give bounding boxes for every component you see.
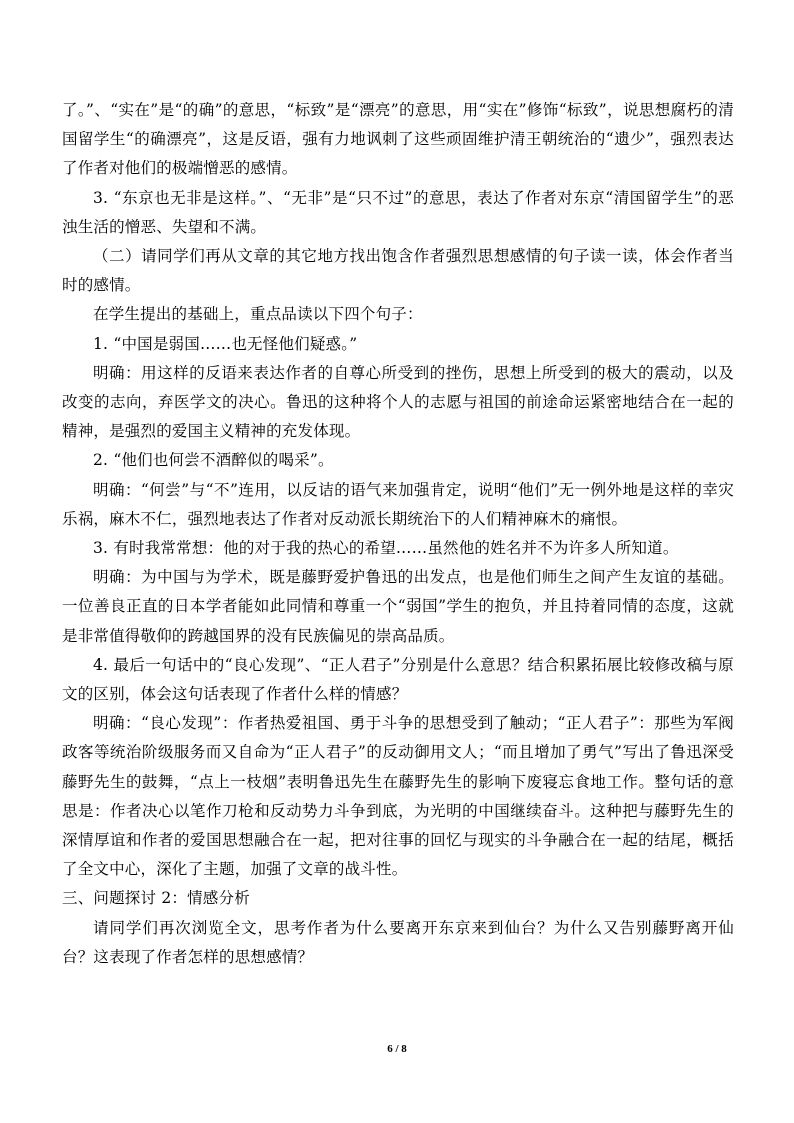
paragraph-answer-4: 明确：“良心发现”：作者热爱祖国、勇于斗争的思想受到了触动；“正人君子”：那些为军阀政客等统治阶级服务而又自命为“正人君子”的反动御用文人；“而且增加了勇气”写出了鲁迅深受藤野先生的鼓舞，“点上一枝烟”表明鲁迅先生在藤野先生的影响下废寝忘食地工作。整句话的意思是：作者决心以笔作刀枪和反动势力斗争到底，为光明的中国继续奋斗。这种把与藤野先生的深情厚谊和作者的爱国思想融合在一起，把对往事的回忆与现实的斗争融合在一起的结尾，概括了全文中心，深化了主题，加强了文章的战斗性。 [62,714,734,879]
paragraph-continuation: 了。”、“实在”是“的确”的意思，“标致”是“漂亮”的意思，用“实在”修饰“标致”，说思想腐朽的清国留学生“的确漂亮”，这是反语，强有力地讽刺了这些顽固维护清王朝统治的“遗少”，强烈表达了作者对他们的极端憎恶的感情。 [62,101,734,178]
paragraph-answer-2: 明确：“何尝”与“不”连用，以反诘的语气来加强肯定，说明“他们”无一例外地是这样的幸灾乐祸，麻木不仁，强烈地表达了作者对反动派长期统治下的人们精神麻木的痛恨。 [62,480,734,528]
paragraph-sentence-2: 2. “他们也何尝不酒醉似的喝采”。 [93,451,334,470]
paragraph-item-3-tokyo: 3. “东京也无非是这样。”、“无非”是“只不过”的意思，表达了作者对东京“清国留学生”的恶浊生活的憎恶、失望和不满。 [62,188,734,236]
page-number: 6 / 8 [387,1043,407,1055]
paragraph-answer-1: 明确：用这样的反语来表达作者的自尊心所受到的挫伤，思想上所受到的极大的震动，以及改变的志向，弃医学文的决心。鲁迅的这种将个人的志愿与祖国的前途命运紧密地结合在一起的精神，是强烈的爱国主义精神的充发体现。 [62,363,734,441]
paragraph-section-2-prompt: （二）请同学们再从文章的其它地方找出饱含作者强烈思想感情的句子读一读，体会作者当时的感情。 [62,247,734,295]
paragraph-sentence-3: 3. 有时我常常想：他的对于我的热心的希望……虽然他的姓名并不为许多人所知道。 [93,539,679,558]
paragraph-intro-four-sentences: 在学生提出的基础上，重点品读以下四个句子： [93,305,423,324]
section-heading-3: 三、问题探讨 2：情感分析 [62,889,250,908]
page-body [62,96,734,972]
paragraph-answer-3: 明确：为中国与为学术，既是藤野爱护鲁迅的出发点，也是他们师生之间产生友谊的基础。一位善良正直的日本学者能如此同情和尊重一个“弱国”学生的抱负，并且持着同情的态度，这就是非常值得敬仰的跨越国界的没有民族偏见的崇高品质。 [62,568,734,645]
paragraph-sentence-1: 1. “中国是弱国……也无怪他们疑惑。” [93,334,358,353]
paragraph-section-3-prompt: 请同学们再次浏览全文，思考作者为什么要离开东京来到仙台？为什么又告别藤野离开仙台？这表现了作者怎样的思想感情？ [62,918,734,966]
paragraph-sentence-4: 4. 最后一句话中的“良心发现”、“正人君子”分别是什么意思？结合积累拓展比较修改稿与原文的区别，体会这句话表现了作者什么样的情感？ [62,655,734,704]
